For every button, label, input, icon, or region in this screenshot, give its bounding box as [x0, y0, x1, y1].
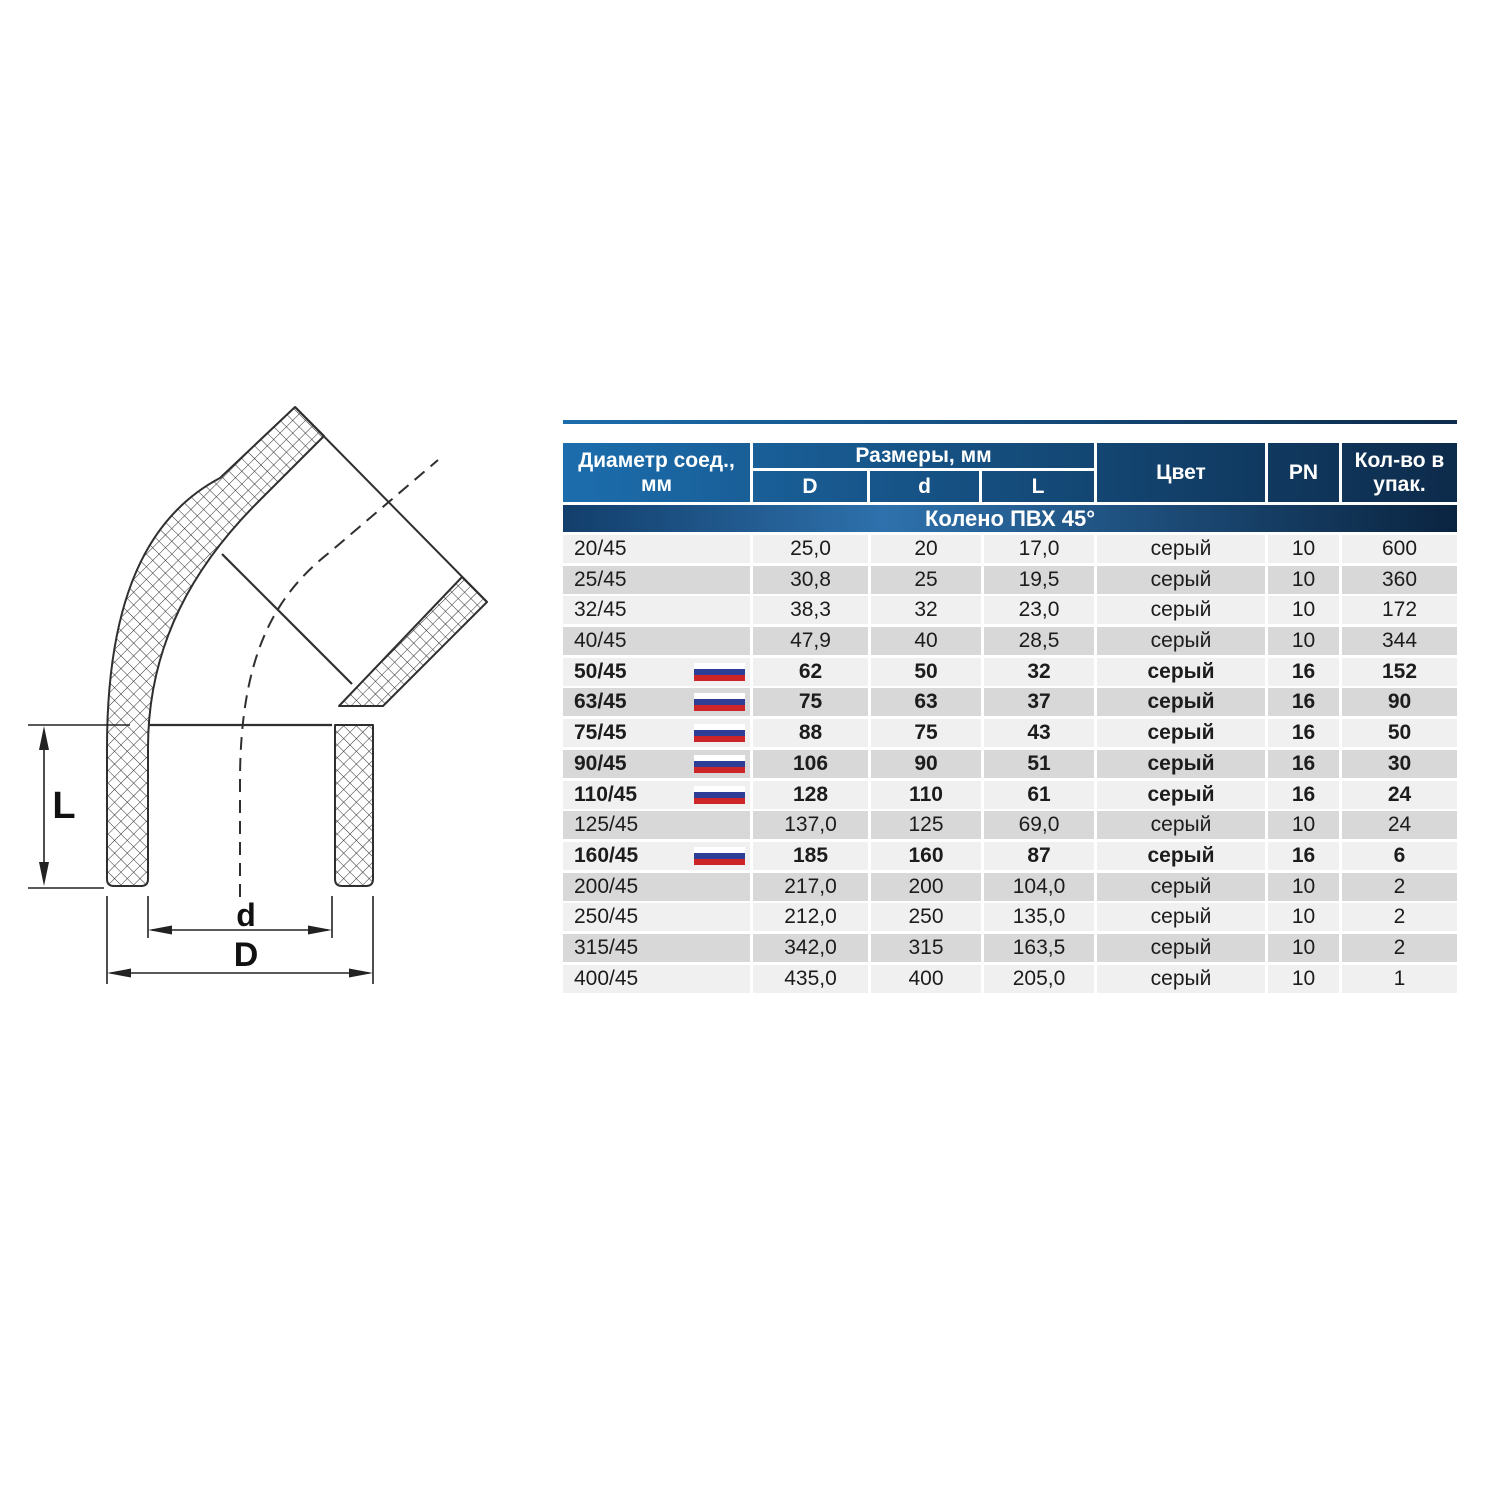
cell-text: 63: [914, 690, 938, 714]
cell-D: [753, 719, 871, 747]
cell-text: серый: [1147, 690, 1215, 714]
cell-d: [871, 535, 984, 563]
cell-text: 16: [1291, 751, 1316, 775]
cell-text: серый: [1150, 537, 1212, 560]
table-row: [563, 535, 1457, 563]
cell-qty: [1342, 965, 1457, 993]
header-sizes-group: [753, 443, 1097, 502]
header-d: d: [870, 471, 982, 502]
cell-text: 37: [1027, 690, 1051, 714]
cell-text: 10: [1291, 537, 1316, 560]
cell-D: [753, 750, 871, 778]
cell-pn: [1268, 658, 1342, 686]
spec-table: [563, 420, 1457, 995]
cell-pn: [1268, 596, 1342, 624]
cell-text: 137,0: [784, 813, 837, 837]
cell-pn: [1268, 566, 1342, 594]
cell-text: 19,5: [1018, 567, 1060, 591]
cell-text: 152: [1381, 659, 1418, 683]
cell-text: 2: [1393, 874, 1406, 898]
cell-L: [984, 811, 1097, 839]
cell-size: [563, 566, 753, 594]
cell-D: [753, 811, 871, 839]
cell-text: 160/45: [574, 843, 639, 867]
russia-flag-icon: [694, 847, 745, 865]
cell-color: [1097, 627, 1268, 655]
table-subtitle: Колено ПВХ 45°: [563, 505, 1457, 532]
cell-D: [753, 965, 871, 993]
cell-text: 344: [1381, 629, 1418, 653]
table-row: [563, 811, 1457, 839]
cell-L: [984, 781, 1097, 809]
cell-text: 10: [1291, 598, 1316, 622]
dimension-lines: [28, 725, 373, 984]
cell-qty: [1342, 627, 1457, 655]
cell-pn: [1268, 842, 1342, 870]
cell-pn: [1268, 781, 1342, 809]
dimension-arrows: [39, 726, 373, 978]
cell-size: [563, 596, 753, 624]
cell-color: [1097, 688, 1268, 716]
cell-text: 250/45: [574, 905, 639, 929]
cell-pn: [1268, 934, 1342, 962]
cell-text: 23,0: [1018, 598, 1060, 622]
cell-L: [984, 903, 1097, 931]
cell-pn: [1268, 965, 1342, 993]
cell-text: 30: [1387, 751, 1412, 775]
cell-text: 50: [1387, 721, 1412, 745]
cell-text: 110: [909, 782, 943, 806]
cell-text: 51: [1027, 751, 1051, 775]
cell-text: 90: [914, 751, 938, 775]
table-row: [563, 934, 1457, 962]
cell-text: 342,0: [784, 935, 837, 959]
cell-D: [753, 903, 871, 931]
cell-text: 88: [798, 721, 823, 745]
cell-text: 217,0: [784, 874, 837, 898]
cell-text: 250: [908, 905, 944, 929]
cell-pn: [1268, 750, 1342, 778]
cell-text: 600: [1381, 537, 1418, 560]
cell-color: [1097, 566, 1268, 594]
table-row: [563, 566, 1457, 594]
cell-size: [563, 873, 753, 901]
cell-text: серый: [1150, 935, 1212, 959]
table-body: [563, 535, 1457, 993]
elbow-diagram: [20, 390, 540, 1030]
cell-qty: [1342, 811, 1457, 839]
header-color: Цвет: [1097, 443, 1268, 502]
cell-color: [1097, 873, 1268, 901]
cell-text: 315: [908, 935, 944, 959]
cell-text: 32: [914, 598, 938, 622]
cell-color: [1097, 934, 1268, 962]
cell-text: серый: [1150, 629, 1212, 653]
cell-qty: [1342, 535, 1457, 563]
cell-size: [563, 535, 753, 563]
cell-text: 110/45: [574, 782, 638, 806]
cell-D: [753, 596, 871, 624]
cell-text: 24: [1387, 782, 1412, 806]
cell-text: 2: [1393, 935, 1406, 959]
table-row: [563, 719, 1457, 747]
table-row: [563, 627, 1457, 655]
cell-color: [1097, 719, 1268, 747]
header-D: D: [753, 471, 870, 502]
cell-D: [753, 658, 871, 686]
cell-color: [1097, 781, 1268, 809]
table-row: [563, 781, 1457, 809]
header-sizes-subrow: [753, 471, 1094, 502]
cell-text: 63/45: [574, 690, 627, 714]
cell-L: [984, 934, 1097, 962]
cell-text: 200: [908, 874, 944, 898]
header-L: L: [982, 471, 1094, 502]
cell-text: 90: [1387, 690, 1412, 714]
cell-text: серый: [1147, 751, 1215, 775]
cell-text: 38,3: [790, 598, 831, 622]
cell-text: 40: [914, 629, 938, 653]
cell-text: 69,0: [1018, 813, 1060, 837]
cell-text: 360: [1381, 567, 1418, 591]
cell-d: [871, 873, 984, 901]
cell-qty: [1342, 873, 1457, 901]
cell-color: [1097, 596, 1268, 624]
cell-color: [1097, 750, 1268, 778]
cell-d: [871, 566, 984, 594]
cell-text: 315/45: [574, 935, 639, 959]
cell-L: [984, 596, 1097, 624]
cell-text: 212,0: [784, 905, 837, 929]
cell-text: 90/45: [574, 751, 627, 775]
mouth-line: [295, 407, 487, 602]
russia-flag-icon: [694, 663, 745, 681]
cell-text: 50: [914, 659, 938, 683]
table-top-divider: [563, 420, 1457, 424]
cell-text: 25,0: [790, 537, 831, 560]
cell-text: 6: [1393, 843, 1406, 867]
cell-d: [871, 903, 984, 931]
cell-pn: [1268, 811, 1342, 839]
cell-text: 25/45: [574, 567, 627, 591]
cell-d: [871, 627, 984, 655]
cell-L: [984, 627, 1097, 655]
cell-color: [1097, 965, 1268, 993]
cell-pn: [1268, 688, 1342, 716]
cell-text: 10: [1291, 813, 1316, 837]
cell-text: 10: [1291, 905, 1316, 929]
cell-text: 172: [1381, 598, 1418, 622]
cell-text: 205,0: [1012, 966, 1066, 990]
russia-flag-icon: [694, 786, 745, 804]
russia-flag-icon: [694, 755, 745, 773]
cell-d: [871, 934, 984, 962]
cell-d: [871, 750, 984, 778]
cell-text: серый: [1150, 966, 1212, 990]
cell-qty: [1342, 934, 1457, 962]
cell-L: [984, 535, 1097, 563]
russia-flag-icon: [694, 724, 745, 742]
dim-label-L: L: [52, 785, 76, 827]
cell-color: [1097, 535, 1268, 563]
cell-L: [984, 965, 1097, 993]
lower-socket-wall-hatch: [335, 725, 373, 886]
cell-color: [1097, 903, 1268, 931]
cell-color: [1097, 811, 1268, 839]
cell-text: 25: [914, 567, 938, 591]
cell-size: [563, 658, 753, 686]
cell-d: [871, 688, 984, 716]
cell-size: [563, 627, 753, 655]
cell-d: [871, 658, 984, 686]
cell-d: [871, 596, 984, 624]
cell-text: серый: [1147, 659, 1215, 683]
cell-L: [984, 873, 1097, 901]
cell-text: 104,0: [1012, 874, 1066, 898]
cell-text: 16: [1291, 843, 1316, 867]
dim-label-d: d: [236, 897, 256, 933]
cell-d: [871, 811, 984, 839]
cell-size: [563, 934, 753, 962]
cell-color: [1097, 658, 1268, 686]
cell-text: 16: [1291, 690, 1316, 714]
table-row: [563, 903, 1457, 931]
table-header: [563, 443, 1457, 502]
cell-pn: [1268, 719, 1342, 747]
cell-d: [871, 719, 984, 747]
cell-size: [563, 688, 753, 716]
cell-text: 10: [1291, 567, 1316, 591]
cell-qty: [1342, 658, 1457, 686]
cell-text: 16: [1291, 659, 1316, 683]
table-row: [563, 688, 1457, 716]
cell-text: серый: [1150, 905, 1212, 929]
cell-text: 435,0: [784, 966, 837, 990]
cell-text: 200/45: [574, 874, 639, 898]
socket-depth-line-top: [222, 554, 352, 684]
table-row: [563, 658, 1457, 686]
cell-text: 135,0: [1012, 905, 1066, 929]
cell-L: [984, 719, 1097, 747]
cell-qty: [1342, 781, 1457, 809]
cell-text: 75: [798, 690, 823, 714]
cell-text: 75: [914, 721, 938, 745]
cell-text: серый: [1147, 721, 1215, 745]
cell-text: 10: [1291, 874, 1316, 898]
cell-text: 17,0: [1018, 537, 1060, 560]
cell-text: 128: [792, 782, 829, 806]
cell-text: 10: [1291, 629, 1316, 653]
cell-qty: [1342, 842, 1457, 870]
cell-L: [984, 658, 1097, 686]
cell-text: 20/45: [574, 537, 627, 560]
cell-size: [563, 842, 753, 870]
cell-text: 47,9: [790, 629, 831, 653]
cell-text: серый: [1150, 567, 1212, 591]
cell-size: [563, 811, 753, 839]
cell-text: 62: [798, 659, 823, 683]
cell-text: 24: [1387, 813, 1412, 837]
cell-qty: [1342, 596, 1457, 624]
cell-text: серый: [1150, 598, 1212, 622]
cell-L: [984, 750, 1097, 778]
cell-D: [753, 934, 871, 962]
cell-d: [871, 842, 984, 870]
cell-text: 125: [908, 813, 944, 837]
cell-text: 43: [1027, 721, 1051, 745]
dim-label-D: D: [233, 936, 259, 974]
cell-text: 125/45: [574, 813, 639, 837]
cell-text: серый: [1147, 843, 1215, 867]
table-row: [563, 750, 1457, 778]
cell-text: 32: [1027, 659, 1051, 683]
header-pn: PN: [1268, 443, 1342, 502]
russia-flag-icon: [694, 693, 745, 711]
cell-text: 163,5: [1012, 935, 1066, 959]
cell-qty: [1342, 719, 1457, 747]
cell-text: 106: [792, 751, 829, 775]
cell-text: 28,5: [1018, 629, 1060, 653]
cell-size: [563, 750, 753, 778]
cell-text: 1: [1393, 966, 1406, 990]
cell-D: [753, 535, 871, 563]
cell-text: 2: [1393, 905, 1406, 929]
header-qty: Кол-во в упак.: [1342, 443, 1457, 502]
cell-size: [563, 781, 753, 809]
cell-d: [871, 965, 984, 993]
cell-pn: [1268, 627, 1342, 655]
cell-pn: [1268, 873, 1342, 901]
cell-text: 61: [1027, 782, 1051, 806]
cell-text: 30,8: [790, 567, 831, 591]
cell-text: серый: [1150, 874, 1212, 898]
cell-text: серый: [1147, 782, 1215, 806]
cell-L: [984, 688, 1097, 716]
cell-qty: [1342, 566, 1457, 594]
cell-L: [984, 842, 1097, 870]
cell-text: 32/45: [574, 598, 627, 622]
table-row: [563, 873, 1457, 901]
cell-text: 40/45: [574, 629, 627, 653]
cell-L: [984, 566, 1097, 594]
cell-size: [563, 719, 753, 747]
cell-D: [753, 781, 871, 809]
cell-pn: [1268, 903, 1342, 931]
cell-d: [871, 781, 984, 809]
cell-size: [563, 903, 753, 931]
cell-text: 185: [792, 843, 829, 867]
cell-D: [753, 566, 871, 594]
cell-text: 16: [1291, 782, 1316, 806]
cell-color: [1097, 842, 1268, 870]
cell-text: 50/45: [574, 659, 627, 683]
cell-size: [563, 965, 753, 993]
cell-text: 400: [908, 966, 944, 990]
cell-text: 400/45: [574, 966, 639, 990]
outer-wall-hatch: [107, 407, 324, 886]
cell-text: 10: [1291, 935, 1316, 959]
cell-qty: [1342, 903, 1457, 931]
table-row: [563, 596, 1457, 624]
cell-text: 20: [914, 537, 938, 560]
cell-D: [753, 688, 871, 716]
cell-text: 87: [1027, 843, 1051, 867]
header-diameter: Диаметр соед., мм: [563, 443, 753, 502]
cell-D: [753, 842, 871, 870]
cell-D: [753, 873, 871, 901]
header-sizes: Размеры, мм: [753, 443, 1094, 471]
cell-text: 160: [908, 843, 944, 867]
cell-text: 75/45: [574, 721, 627, 745]
upper-socket-wall-hatch: [339, 577, 487, 706]
cell-qty: [1342, 750, 1457, 778]
cell-text: 16: [1291, 721, 1316, 745]
cell-qty: [1342, 688, 1457, 716]
cell-pn: [1268, 535, 1342, 563]
table-row: [563, 842, 1457, 870]
cell-D: [753, 627, 871, 655]
cell-text: серый: [1150, 813, 1212, 837]
table-row: [563, 965, 1457, 993]
cell-text: 10: [1291, 966, 1316, 990]
